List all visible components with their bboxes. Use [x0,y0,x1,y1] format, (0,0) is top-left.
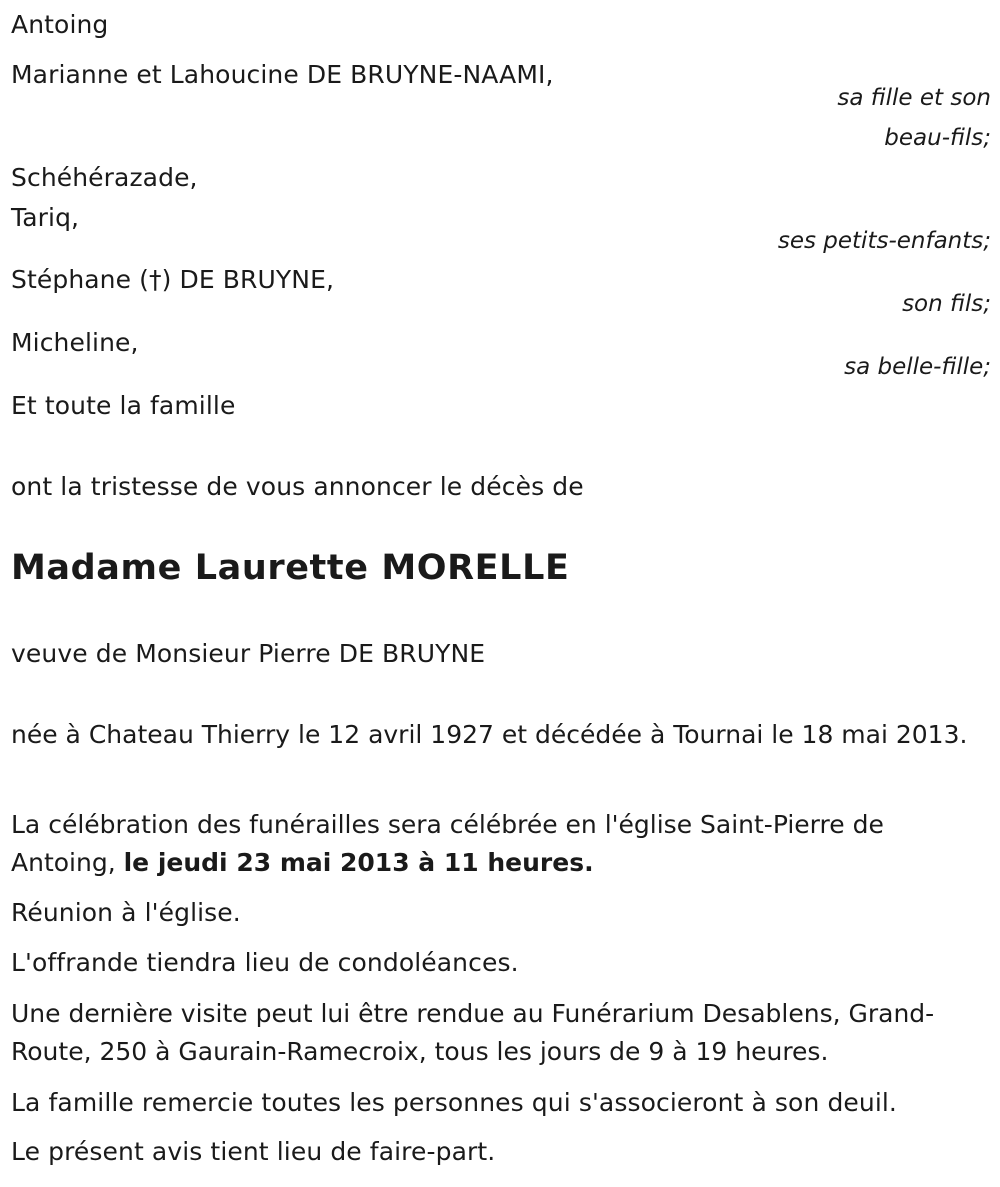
ceremony-info [11,806,986,882]
family-member-daughter: Marianne et Lahoucine DE BRUYNE-NAAMI, [11,60,554,89]
family-member-daughter-in-law: Micheline, [11,328,139,357]
relation-son: son fils; [902,291,991,317]
relation-grandchildren: ses petits-enfants; [777,228,991,254]
ceremony-text: La célébration des funérailles sera célébrée en l'église Saint-Pierre de Antoing, [11,810,884,877]
family-member-grandchild-2: Tariq, [11,203,80,232]
deceased-name: Madame Laurette MORELLE [11,548,570,588]
widow-of: veuve de Monsieur Pierre DE BRUYNE [11,639,486,668]
announcement: ont la tristesse de vous annoncer le décès de [11,472,584,501]
relation-daughter-in-law: sa belle-fille; [844,354,991,380]
family-member-grandchild-1: Schéhérazade, [11,163,198,192]
ceremony-date: le jeudi 23 mai 2013 à 11 heures. [123,848,594,877]
relation-daughter-line1: sa fille et son [837,85,991,111]
birth-death-info: née à Chateau Thierry le 12 avril 1927 et décédée à Tournai le 18 mai 2013. [11,720,968,749]
place-name: Antoing [11,10,109,39]
closing-family: Et toute la famille [11,391,236,420]
faire-part-info: Le présent avis tient lieu de faire-part. [11,1137,496,1166]
meeting-info: Réunion à l'église. [11,898,241,927]
thanks-info: La famille remercie toutes les personnes qui s'associeront à son deuil. [11,1088,897,1117]
family-member-son: Stéphane (†) DE BRUYNE, [11,265,335,294]
offering-info: L'offrande tiendra lieu de condoléances. [11,948,519,977]
relation-daughter-line2: beau-fils; [884,125,991,151]
visit-info: Une dernière visite peut lui être rendue au Funérarium Desablens, Grand-Route, 250 à Gaurain-Ramecroix, tous les jours de 9 à 19 heures. [11,999,935,1066]
